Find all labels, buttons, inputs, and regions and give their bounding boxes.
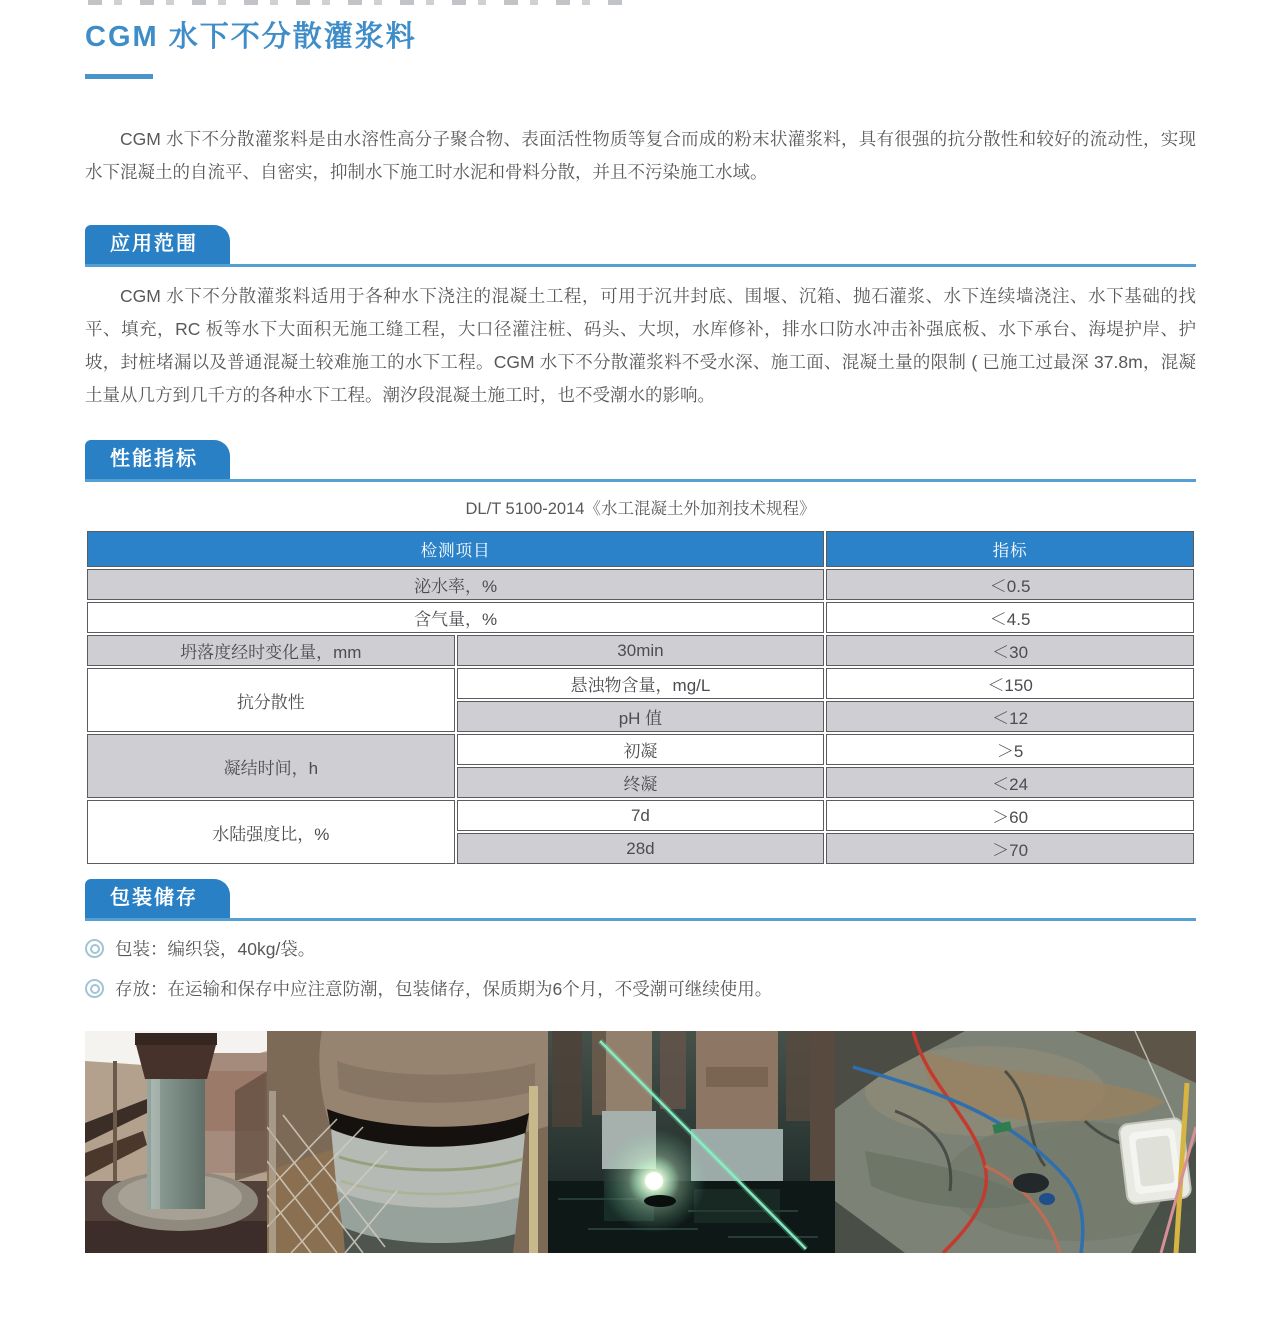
table-row: [87, 569, 1194, 600]
cell-sub-item: 7d: [457, 800, 825, 831]
intro-paragraph: CGM 水下不分散灌浆料是由水溶性高分子聚合物、表面活性物质等复合而成的粉末状灌浆料，具有很强的抗分散性和较好的流动性，实现水下混凝土的自流平、自密实，抑制水下施工时水泥和骨料分散，并且不污染施工水域。: [85, 129, 1196, 182]
title-underline: [85, 74, 153, 79]
performance-table: [85, 529, 1196, 866]
photo-underwater-piers-laser: [548, 1031, 835, 1253]
table-row: [87, 668, 1194, 699]
section-header-packaging: [85, 879, 1196, 921]
cell-value: ＜0.5: [826, 569, 1194, 600]
section-tab-application: 应用范围: [85, 225, 230, 264]
list-item: [85, 936, 1196, 961]
cell-value: ＞60: [826, 800, 1194, 831]
cell-sub-item: 终凝: [457, 767, 825, 798]
table-row: [87, 635, 1194, 666]
double-ring-bullet-icon: [85, 979, 104, 998]
storage-item-text: 存放：在运输和保存中应注意防潮，包装储存，保质期为6个月，不受潮可继续使用。: [115, 979, 773, 999]
packaging-item-text: 包装：编织袋，40kg/袋。: [115, 939, 316, 959]
cell-item: 抗分散性: [87, 668, 455, 732]
page-title: CGM 水下不分散灌浆料: [85, 21, 417, 53]
double-ring-bullet-icon: [85, 939, 104, 958]
application-paragraph: CGM 水下不分散灌浆料适用于各种水下浇注的混凝土工程，可用于沉井封底、围堰、沉箱、抛石灌浆、水下连续墙浇注、水下基础的找平、填充，RC 板等水下大面积无施工缝工程，大口径灌注桩、码头、大坝，水库修补，排水口防水冲击补强底板、水下承台、海堤护岸、护坡，封桩堵漏以及普通混凝土较难施工的水下工程。CGM 水下不分散灌浆料不受水深、施工面、混凝土量的限制 ( 已施工过最深 37.8m，混凝土量从几方到几千方的各种水下工程。潮汐段混凝土施工时，也不受潮水的影响。: [85, 286, 1196, 405]
cell-sub-item: pH 值: [457, 701, 825, 732]
table-row: [87, 800, 1194, 831]
cell-item: 凝结时间，h: [87, 734, 455, 798]
section-header-application: [85, 225, 1196, 267]
standard-reference: DL/T 5100-2014《水工混凝土外加剂技术规程》: [465, 500, 816, 518]
cell-item: 泌水率，%: [87, 569, 824, 600]
cell-value: ＜30: [826, 635, 1194, 666]
cell-sub-item: 30min: [457, 635, 825, 666]
cell-value: ＜24: [826, 767, 1194, 798]
section-header-performance: [85, 440, 1196, 482]
column-header-index: 指标: [826, 531, 1194, 567]
cell-value: ＜150: [826, 668, 1194, 699]
section-tab-packaging: 包装储存: [85, 879, 230, 918]
cell-item: 含气量，%: [87, 602, 824, 633]
cell-sub-item: 初凝: [457, 734, 825, 765]
cell-value: ＞5: [826, 734, 1194, 765]
column-header-item: 检测项目: [87, 531, 824, 567]
list-item: [85, 976, 1196, 1001]
cell-value: ＜4.5: [826, 602, 1194, 633]
cell-value: ＜12: [826, 701, 1194, 732]
table-row: [87, 734, 1194, 765]
table-row: [87, 602, 1194, 633]
cell-item: 水陆强度比，%: [87, 800, 455, 864]
cell-sub-item: 悬浊物含量，mg/L: [457, 668, 825, 699]
photo-pile-collar-closeup: [267, 1031, 548, 1253]
photo-mud-pit-grouting: [835, 1031, 1196, 1253]
cell-item: 坍落度经时变化量，mm: [87, 635, 455, 666]
cell-sub-item: 28d: [457, 833, 825, 864]
table-header-row: [87, 531, 1194, 567]
site-photo-strip: [85, 1031, 1196, 1253]
photo-pile-repair-site: [85, 1031, 267, 1253]
cell-value: ＞70: [826, 833, 1194, 864]
section-tab-performance: 性能指标: [85, 440, 230, 479]
packaging-list: [85, 936, 1196, 1001]
